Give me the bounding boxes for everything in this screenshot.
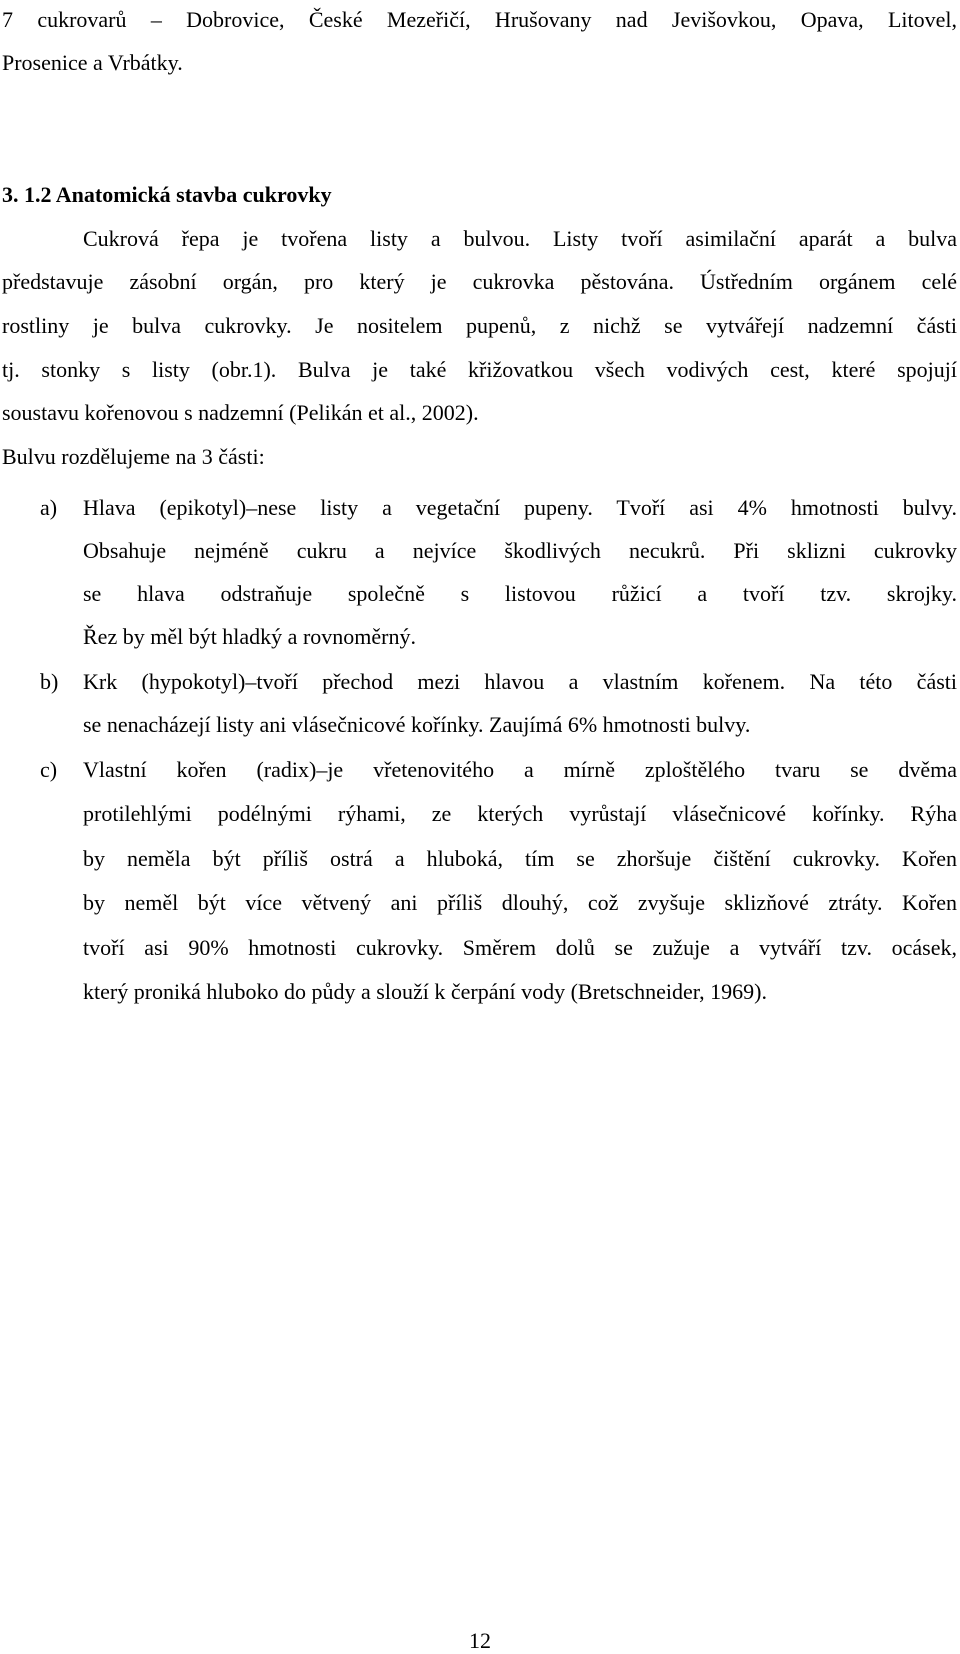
list-item-a-label: a) (40, 495, 58, 520)
list-item-c-line-6: který proniká hluboko do půdy a slouží k čerpání vody (Bretschneider, 1969). (83, 979, 768, 1004)
page-number: 12 (469, 1628, 491, 1653)
list-item-b-label: b) (40, 669, 59, 694)
paragraph-line-5: soustavu kořenovou s nadzemní (Pelikán et al., 2002). (2, 400, 479, 425)
paragraph-line-1: Cukrová řepa je tvořena listy a bulvou. Listy tvoří asimilační aparát a bulva (83, 226, 957, 251)
list-item-c-line-5: tvoří asi 90% hmotnosti cukrovky. Směrem dolů se zužuje a vytváří tzv. ocásek, (83, 935, 957, 960)
list-item-a-line-2: Obsahuje nejméně cukru a nejvíce škodlivých necukrů. Při sklizni cukrovky (83, 538, 957, 563)
list-item-a-line-1: Hlava (epikotyl)–nese listy a vegetační pupeny. Tvoří asi 4% hmotnosti bulvy. (83, 495, 957, 520)
list-item-b-line-1: Krk (hypokotyl)–tvoří přechod mezi hlavou a vlastním kořenem. Na této části (83, 669, 957, 694)
list-item-a-line-3: se hlava odstraňuje společně s listovou růžicí a tvoří tzv. skrojky. (83, 581, 957, 606)
list-item-c-line-3: by neměla být příliš ostrá a hluboká, tím se zhoršuje čištění cukrovky. Kořen (83, 846, 957, 871)
paragraph-line-4: tj. stonky s listy (obr.1). Bulva je také křižovatkou všech vodivých cest, které spojují (2, 357, 957, 382)
list-item-c-label: c) (40, 757, 58, 782)
list-item-c-line-4: by neměl být více větvený ani příliš dlouhý, což zvyšuje sklizňové ztráty. Kořen (83, 890, 957, 915)
list-item-a-line-4: Řez by měl být hladký a rovnoměrný. (83, 624, 416, 649)
paragraph-line-2: představuje zásobní orgán, pro který je cukrovka pěstována. Ústředním orgánem celé (2, 269, 957, 294)
list-item-c-line-1: Vlastní kořen (radix)–je vřetenovitého a mírně zploštělého tvaru se dvěma (83, 757, 957, 782)
intro-line-1: 7 cukrovarů – Dobrovice, České Mezeřičí, Hrušovany nad Jevišovkou, Opava, Litovel, (2, 7, 957, 32)
section-heading: 3. 1.2 Anatomická stavba cukrovky (2, 182, 332, 207)
paragraph-line-3: rostliny je bulva cukrovky. Je nositelem pupenů, z nichž se vytvářejí nadzemní části (2, 313, 957, 338)
intro-line-2: Prosenice a Vrbátky. (2, 50, 183, 75)
list-item-c-line-2: protilehlými podélnými rýhami, ze kterých vyrůstají vlásečnicové kořínky. Rýha (83, 801, 957, 826)
list-item-b-line-2: se nenacházejí listy ani vlásečnicové kořínky. Zaujímá 6% hmotnosti bulvy. (83, 712, 751, 737)
list-intro: Bulvu rozdělujeme na 3 části: (2, 444, 265, 469)
